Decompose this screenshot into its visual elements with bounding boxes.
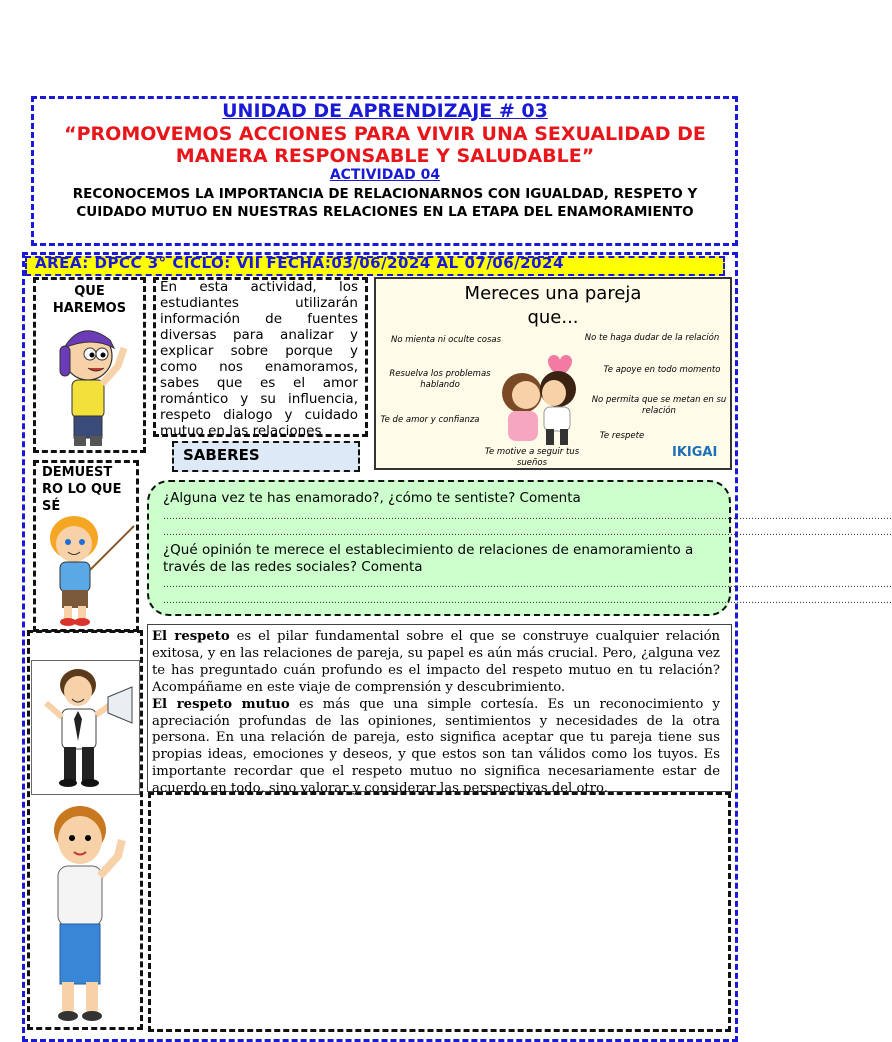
poster-item: Resuelva los problemas hablando bbox=[389, 369, 491, 390]
poster-item: No mienta ni oculte cosas bbox=[390, 335, 502, 345]
info-bar-text: AREA: DPCC 3° CICLO: VII FECHA:03/06/2024 AL 07/06/2024 bbox=[35, 254, 564, 272]
poster-item: Te apoye en todo momento bbox=[603, 365, 721, 375]
answer-line[interactable]: ……………………………………………………………………………………………………………………………………………………………………………………………………………………… bbox=[163, 596, 892, 606]
questions-panel bbox=[147, 480, 892, 616]
reading-paragraph-2: es más que una simple cortesía. Es un reconocimiento y apreciación profundas de las opiniones, sentimientos y necesidades de la otra persona. En una relación de pareja, esto significa aceptar que tu pareja tiene sus propias ideas, emociones y deseos, y que estos son tan válidos como los tuyos. Es importante recordar que el respeto mutuo no significa necesariamente estar de acuerdo en todo, sino valorar y considerar las perspectivas del otro. bbox=[152, 696, 720, 797]
poster-brand: IKIGAI bbox=[672, 445, 718, 460]
question-1: ¿Alguna vez te has enamorado?, ¿cómo te sentiste? Comenta bbox=[163, 490, 581, 506]
boy-thinking-icon bbox=[34, 800, 138, 1026]
work-area-frame[interactable] bbox=[148, 792, 731, 1032]
poster-mereces-una-pareja bbox=[374, 277, 732, 470]
demuestro-label: DEMUEST RO LO QUE SÉ bbox=[42, 465, 122, 514]
couple-kissing-icon bbox=[486, 355, 596, 447]
poster-title-line1: Mereces una pareja bbox=[464, 283, 642, 304]
info-bar bbox=[25, 256, 725, 276]
poster-item: Te motive a seguir tus sueños bbox=[484, 447, 580, 468]
poster-title-line2: que... bbox=[527, 307, 579, 328]
megaphone-man-frame bbox=[31, 660, 140, 795]
que-haremos-label: QUE HAREMOS bbox=[52, 284, 127, 316]
answer-line[interactable]: ……………………………………………………………………………………………………………………………………………………………………………………………………………………… bbox=[163, 580, 892, 590]
boy-pointer-icon bbox=[40, 510, 138, 628]
poster-item: Te de amor y confianza bbox=[380, 415, 480, 425]
question-2: ¿Qué opinión te merece el establecimiento de relaciones de enamoramiento a través de las redes sociales? Comenta bbox=[163, 542, 694, 575]
main-title: “PROMOVEMOS ACCIONES PARA VIVIR UNA SEXUALIDAD DE MANERA RESPONSABLE Y SALUDABLE” bbox=[64, 123, 706, 167]
activity-title: RECONOCEMOS LA IMPORTANCIA DE RELACIONARNOS CON IGUALDAD, RESPETO Y CUIDADO MUTUO EN NUESTRAS RELACIONES EN LA ETAPA DEL ENAMORAMIENTO bbox=[72, 186, 698, 220]
answer-line[interactable]: ……………………………………………………………………………………………………………………………………………………………………………………………………………………… bbox=[163, 528, 892, 538]
reading-text bbox=[152, 629, 720, 797]
man-megaphone-icon bbox=[32, 661, 139, 794]
reading-paragraph-1: es el pilar fundamental sobre el que se construye cualquier relación exitosa, y en las relaciones de pareja, su papel es aún más crucial. Pero, ¿alguna vez te has preguntado cuán profundo es el impacto del respeto mutuo en tu relación? Acompáñame en este viaje de comprensión y descubrimiento. bbox=[152, 629, 720, 695]
poster-item: Te respete bbox=[599, 431, 645, 441]
poster-item: No permita que se metan en su relación bbox=[591, 395, 727, 416]
unit-title: UNIDAD DE APRENDIZAJE # 03 bbox=[222, 100, 548, 122]
answer-line[interactable]: ……………………………………………………………………………………………………………………………………………………………………………………………………………………… bbox=[163, 512, 892, 522]
boy-cap-pointing-icon bbox=[52, 318, 132, 450]
reading-term-respeto-mutuo: El respeto mutuo bbox=[152, 696, 290, 712]
saberes-label: SABERES bbox=[183, 446, 260, 464]
activity-label: ACTIVIDAD 04 bbox=[329, 167, 441, 183]
poster-item: No te haga dudar de la relación bbox=[584, 333, 720, 343]
reading-term-respeto: El respeto bbox=[152, 629, 230, 644]
activity-description: En esta actividad, los estudiantes utilizarán información de fuentes diversas para analizar y explicar sobre porque y como nos enamoramos, sabes que es el amor romántico y su influencia, respeto dialogo y cuidado mutuo en las relaciones bbox=[160, 279, 358, 439]
